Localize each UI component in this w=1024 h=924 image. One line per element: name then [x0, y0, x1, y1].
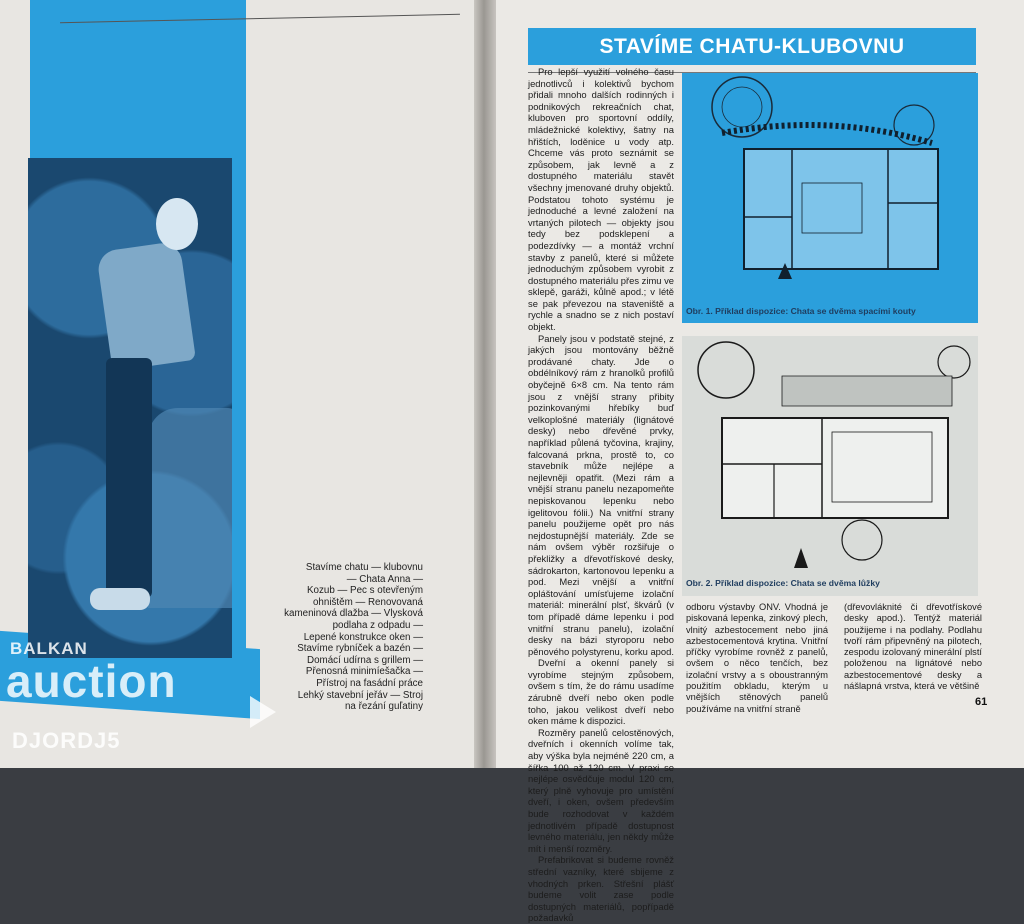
watermark-arrow-icon	[250, 696, 276, 728]
caption-line: Kozub — Pec s otevřeným	[307, 585, 423, 597]
watermark-line3: DJORDJ5	[12, 728, 121, 753]
page-number: 61	[975, 696, 988, 708]
caption-line: podlaha z odpadu —	[332, 619, 423, 631]
caption-line: Přístroj na fasádní práce	[316, 677, 423, 689]
caption-line: kameninová dlažba — Vlysková	[284, 608, 423, 620]
caption-line: Domácí udírna s grillem —	[307, 654, 423, 666]
photo-man-with-tool	[28, 158, 232, 658]
bottom-column-2	[844, 602, 982, 692]
photo-person-legs	[106, 358, 152, 598]
tree-icon	[698, 342, 754, 398]
photo-caption	[263, 562, 423, 713]
body-paragraph: Prefabrikovat si budeme rovněž střední vazníky, které sbijeme z vhodných prken. Střešní plášť budeme volit zase podle dostupných materiálů, popřípadě požadavků	[528, 854, 674, 924]
watermark-line1: BALKAN	[10, 639, 88, 658]
house-outline	[722, 418, 948, 518]
body-paragraph: Pro lepší využití volného času jednotlivců i kolektivů bychom přidali mnoho dalších rodinných i podnikových rekreačních chat, kluboven pro sportovní oddíly, mládežnické kolektivy, šatny na hřištích, loděnice u vody atp. Chceme vás proto seznámit se způsobem, jak levně a z dostupného materiálu stavět všechny jmenované druhy objektů. Podstatou tohoto systému je jednoduché a levné založení na vrtaných pilotech — objekty jsou tedy bez podsklepení a podezdívky — a montáž vrchní stavby z panelů, které si můžete jednoduchým způsobem vyrobit z dostupného materiálu přes zimu ve sklepě, garáži, kůlně apod.; v létě se pak převezou na staveniště a rychle a snadno se z nich postaví objekt.	[528, 66, 674, 333]
figure-1-floor-plan	[682, 73, 978, 323]
figure-2-floor-plan	[682, 336, 978, 596]
house-outline	[744, 149, 938, 269]
caption-line: ohništěm — Renovovaná	[312, 596, 423, 608]
entry-arrow-icon	[794, 548, 808, 568]
caption-line: Lepené konstrukce oken —	[303, 631, 423, 643]
article-title: STAVÍME CHATU-KLUBOVNU	[528, 28, 976, 65]
caption-line: Přenosná minimíešačka —	[305, 666, 423, 678]
body-paragraph: Dveřní a okenní panely si vyrobíme stejným způsobem, ovšem s tím, že do rámu usadíme zárubně dveří nebo oken podle toho, jakou velikost dveří nebo oken máme k dispozici.	[528, 657, 674, 727]
shrub-icon	[842, 520, 882, 560]
tree-icon-inner	[722, 87, 762, 127]
caption-line: Stavíme rybníček a bazén —	[297, 643, 423, 655]
caption-line: Lehký stavební jeřáv — Stroj	[297, 689, 423, 701]
figure-2-caption: Obr. 2. Příklad dispozice: Chata se dvěma lůžky	[686, 578, 880, 588]
photo-person-feet	[90, 588, 150, 610]
bottom-column-1	[686, 602, 828, 715]
shrub-icon	[938, 346, 970, 378]
bottom-paragraph: (dřevovláknité či dřevotřískové desky apod.). Tentýž materiál použijeme i na podlahy. Podlahu tvoří rám připevněný na pilotech, zespodu izolovaný minerální plstí položenou na lignátové nebo azbestocementové desky a nášlapná vrstva, která ve většině	[844, 602, 982, 692]
photo-person-head	[156, 198, 198, 250]
article-body-column	[528, 66, 674, 924]
watermark-line2: auction	[6, 655, 177, 707]
body-paragraph: Rozměry panelů celostěnových, dveřních i okenních volíme tak, aby výška byla nejméně 220 cm, a šířka 100 až 120 cm. V praxi se nejlépe osvědčuje modul 120 cm, který plně vyhovuje pro umístění dveří, i oken, ovšem především bude rozhodovat v každém jednotlivém případě dostupnost levného materiálu, jen někdy může mít i menší rozměry.	[528, 726, 674, 854]
figure-1-caption: Obr. 1. Příklad dispozice: Chata se dvěma spacími kouty	[686, 306, 916, 316]
photo-rocks	[148, 408, 232, 608]
book-gutter	[474, 0, 496, 768]
caption-line: na řezání guľatiny	[344, 701, 423, 713]
body-paragraph: Panely jsou v podstatě stejné, z jakých jsou montovány běžně prodávané chaty. Jde o obdélníkový rám z hranolků profilů obyčejně 6×8 cm. Na tento rám jsou z vnější strany přibity pozinkovanými hřebíky buď velkoplošné materiály (lignátové desky) nebo dřevěné prvky, například půlená tyčovina, krajiny, falcovaná prkna, prostě to, co stavebník může nejlépe a nejlevněji opatřit. (Mezi rám a vnější stranu panelu nezapomeňte nepiskovanou lepenku nebo igelitovou fólii.) Na vnitřní strany panelu použijeme opět pro nás nejdostupnější materiály. Zde se nám ovšem výběr rozšiřuje o překližky a dřevotřískové desky, sádrokarton, kartonovou lepenku a pod. Mezi vnější a vnitřní opláštování umísťujeme izolační materiál: minerální plsť, škvárů (v tom případě dáme lepenku i pod vnitřní stranu panelu), izolační desky na bázi styroporu nebo pěnového polystyrenu, korku apod.	[528, 332, 674, 657]
floor-plan-2-drawing	[682, 336, 978, 596]
caption-line: Stavíme chatu — klubovnu	[305, 562, 423, 573]
bottom-paragraph: odboru výstavby ONV. Vhodná je piskovaná lepenka, zinkový plech, vlnitý azbestocement nebo jiná azbestocementová krytina. Vnitřní příčky vyrobíme rovněž z panelů, ovšem o něco tenčích, bez izolační vrstvy a s oboustranným použitím obkladu, kterým u vnějších stěnových panelů používáme na vnitřní straně	[686, 602, 828, 714]
caption-line: — Chata Anna —	[346, 573, 423, 585]
floor-plan-1-drawing	[682, 73, 978, 323]
photo-person-body	[96, 241, 196, 372]
stone-terrace	[782, 376, 952, 406]
